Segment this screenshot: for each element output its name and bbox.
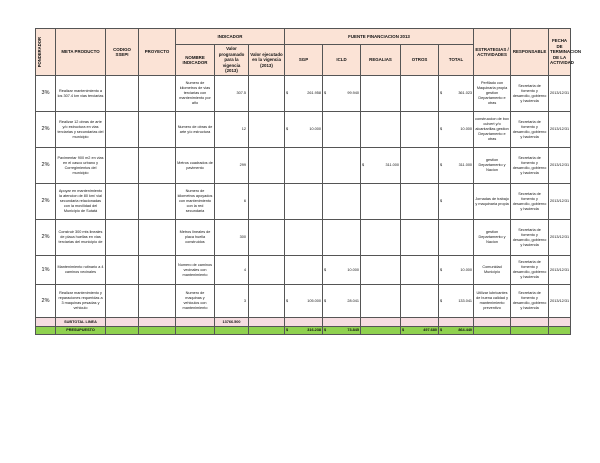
header-valor-prog: Valor programado para la vigencia (2013) — [215, 45, 249, 76]
row-proyecto — [139, 148, 176, 184]
row-sgp: $ 105.000 — [285, 285, 323, 318]
row-regalias: $ 311.000 — [361, 148, 401, 184]
row-valor-prog: 307.5 — [215, 76, 249, 112]
row-ponderador: 1% — [36, 256, 56, 285]
header-indicador: INDICADOR — [176, 29, 285, 45]
row-valor-prog: 4 — [215, 256, 249, 285]
row-fecha: 2013/12/31 — [549, 220, 571, 256]
header-codigo: CODIGO SSEPI — [106, 29, 139, 76]
row-ponderador: 2% — [36, 112, 56, 148]
row-ponderador: 2% — [36, 184, 56, 220]
row-valor-prog: 3 — [215, 285, 249, 318]
row-total: $ 10.000 — [439, 256, 474, 285]
row-fecha: 2013/12/31 — [549, 285, 571, 318]
row-meta: Realizar mantenimiento a los 307.4 km vias terciarias — [56, 76, 106, 112]
row-estrategias: construccion de box culvert y/o alcantarillas gestion Departamento e otras — [474, 112, 511, 148]
row-valor-ejec — [249, 220, 285, 256]
row-nombre: Metros cuadrados de pavimento — [176, 148, 215, 184]
row-meta: Construir 300 mts lineales de placa huellas en vias terciarias del municipio de — [56, 220, 106, 256]
table-row — [36, 285, 571, 318]
row-fecha: 2013/12/31 — [549, 76, 571, 112]
header-nombre: NOMBRE INDICADOR — [176, 45, 215, 76]
row-estrategias: gestion Departamento y Nacion — [474, 220, 511, 256]
row-estrategias: Perfilado con Maquinaria propia gestion Departamento e otras — [474, 76, 511, 112]
row-sgp — [285, 220, 323, 256]
table-row — [36, 220, 571, 256]
row-valor-ejec — [249, 112, 285, 148]
row-otros — [401, 285, 439, 318]
header-ponderador: PONDERADOR — [36, 29, 56, 76]
row-icld — [323, 148, 361, 184]
row-valor-prog: 12 — [215, 112, 249, 148]
row-regalias — [361, 220, 401, 256]
row-sgp: $ 261.958 — [285, 76, 323, 112]
row-total: $ 311.000 — [439, 148, 474, 184]
header-otros: OTROS — [401, 45, 439, 76]
row-valor-ejec — [249, 285, 285, 318]
header-valor-ejec: Valor ejecutado en la vigencia (2013) — [249, 45, 285, 76]
row-nombre: Numero de kilometros apoyados con mantenimiento con la red secundaria — [176, 184, 215, 220]
row-icld — [323, 184, 361, 220]
row-icld: $ 28.041 — [323, 285, 361, 318]
row-codigo — [106, 148, 139, 184]
row-total: $ — [439, 184, 474, 220]
row-total: $ 361.023 — [439, 76, 474, 112]
row-nombre: Numero de maquinas y vehiculos con mantenimiento — [176, 285, 215, 318]
row-valor-ejec — [249, 76, 285, 112]
budget-table — [35, 28, 582, 335]
row-valor-prog: 300 — [215, 220, 249, 256]
row-icld — [323, 220, 361, 256]
row-fecha: 2013/12/31 — [549, 184, 571, 220]
table-row — [36, 112, 571, 148]
header-estrategias: ESTRATEGIAS / ACTIVIDADES — [474, 29, 511, 76]
row-ponderador: 2% — [36, 285, 56, 318]
row-estrategias: gestion Departamento y Nacion — [474, 148, 511, 184]
row-codigo — [106, 220, 139, 256]
row-estrategias: Utilizar lubricantes de buena calidad y mantenimiento preventivo — [474, 285, 511, 318]
row-total — [439, 220, 474, 256]
row-icld — [323, 112, 361, 148]
budget-total: $ 864.440 — [439, 327, 474, 335]
row-estrategias: Jornadas de trabajo y maquinaria propia — [474, 184, 511, 220]
row-meta: Realizar mantenimiento y reparaciones requeridas a 3 maquinas pesadas y vehiculo — [56, 285, 106, 318]
row-responsable: Secretaria de fomento y desarrollo, gobierno y hacienda — [511, 256, 549, 285]
row-total: $ 133.041 — [439, 285, 474, 318]
row-responsable: Secretaria de fomento y desarrollo, gobierno y hacienda — [511, 220, 549, 256]
row-otros — [401, 256, 439, 285]
row-codigo — [106, 184, 139, 220]
row-nombre: Numero de caminos vecinales con mantenimiento — [176, 256, 215, 285]
header-fuente: FUENTE FINANCIACION 2013 — [285, 29, 474, 45]
table-row — [36, 148, 571, 184]
row-sgp — [285, 148, 323, 184]
budget-sgp: $ 316.238 — [285, 327, 323, 335]
row-valor-ejec — [249, 184, 285, 220]
row-codigo — [106, 112, 139, 148]
row-fecha: 2013/12/31 — [549, 148, 571, 184]
row-sgp — [285, 184, 323, 220]
row-proyecto — [139, 220, 176, 256]
header-fecha: FECHA DE TERMINACION DE LA ACTIVIDAD — [549, 29, 571, 76]
row-otros — [401, 148, 439, 184]
header-meta: META PRODUCTO — [56, 29, 106, 76]
row-meta: Apoyar en mantenimiento la atencion de 80 km/ vial secundaria relacionadas con la movilidad del Municipio de Sutatá — [56, 184, 106, 220]
row-proyecto — [139, 285, 176, 318]
row-responsable: Secretaria de fomento y desarrollo, gobierno y hacienda — [511, 148, 549, 184]
header-proyecto: PROYECTO — [139, 29, 176, 76]
row-nombre: Metros lineales de placa huella construidos — [176, 220, 215, 256]
budget-blank — [36, 327, 56, 335]
row-regalias — [361, 112, 401, 148]
row-total: $ 10.000 — [439, 112, 474, 148]
row-otros — [401, 184, 439, 220]
budget-otros: $ 497.680 — [401, 327, 439, 335]
header-responsable: RESPONSABLE — [511, 29, 549, 76]
row-regalias — [361, 76, 401, 112]
budget-sheet — [35, 28, 582, 335]
row-meta: Realizar 12 obras de arte y/o estructura en vias terciarias y secundarias del municipio — [56, 112, 106, 148]
row-sgp: $ 10.000 — [285, 112, 323, 148]
row-codigo — [106, 285, 139, 318]
table-row — [36, 76, 571, 112]
row-meta: Mantenimiento rutinario a 4 caminos vecinales — [56, 256, 106, 285]
row-sgp — [285, 256, 323, 285]
row-ponderador: 3% — [36, 76, 56, 112]
row-ponderador: 2% — [36, 220, 56, 256]
row-otros — [401, 76, 439, 112]
row-otros — [401, 112, 439, 148]
row-proyecto — [139, 256, 176, 285]
row-meta: Pavimentar 900 m2 en vias en el casco urbano y Corregimientos del municipio — [56, 148, 106, 184]
row-nombre: Numero de obras de arte y/o estructura — [176, 112, 215, 148]
row-codigo — [106, 256, 139, 285]
row-regalias — [361, 256, 401, 285]
subtotal-label: SUBTOTAL LINEA — [56, 318, 106, 327]
row-responsable: Secretaria de fomento y desarrollo, gobierno y hacienda — [511, 112, 549, 148]
row-valor-prog: 6 — [215, 184, 249, 220]
row-proyecto — [139, 184, 176, 220]
row-valor-ejec — [249, 148, 285, 184]
row-nombre: Numero de kilometros de vias terciarias con mantenimiento por año — [176, 76, 215, 112]
table-row — [36, 256, 571, 285]
row-responsable: Secretaria de fomento y desarrollo, gobierno y hacienda — [511, 76, 549, 112]
row-regalias — [361, 184, 401, 220]
header-total: TOTAL — [439, 45, 474, 76]
row-codigo — [106, 76, 139, 112]
subtotal-blank — [36, 318, 56, 327]
row-icld: $ 99.940 — [323, 76, 361, 112]
row-proyecto — [139, 112, 176, 148]
row-estrategias: Comunidad Municipio — [474, 256, 511, 285]
row-icld: $ 10.000 — [323, 256, 361, 285]
budget-icld: $ 73.845 — [323, 327, 361, 335]
row-proyecto — [139, 76, 176, 112]
row-fecha: 2013/12/31 — [549, 256, 571, 285]
row-valor-ejec — [249, 256, 285, 285]
row-valor-prog: 299 — [215, 148, 249, 184]
budget-label: PRESUPUESTO — [56, 327, 106, 335]
table-row — [36, 184, 571, 220]
header-regalias: REGALIAS — [361, 45, 401, 76]
row-otros — [401, 220, 439, 256]
row-responsable: Secretaria de fomento y desarrollo, gobierno y hacienda — [511, 184, 549, 220]
row-fecha: 2013/12/31 — [549, 112, 571, 148]
row-regalias — [361, 285, 401, 318]
subtotal-prog: 13766.500 — [215, 318, 249, 327]
header-sgp: SGP — [285, 45, 323, 76]
header-icld: ICLD — [323, 45, 361, 76]
row-ponderador: 2% — [36, 148, 56, 184]
row-responsable: Secretaria de fomento y desarrollo, gobierno y hacienda — [511, 285, 549, 318]
